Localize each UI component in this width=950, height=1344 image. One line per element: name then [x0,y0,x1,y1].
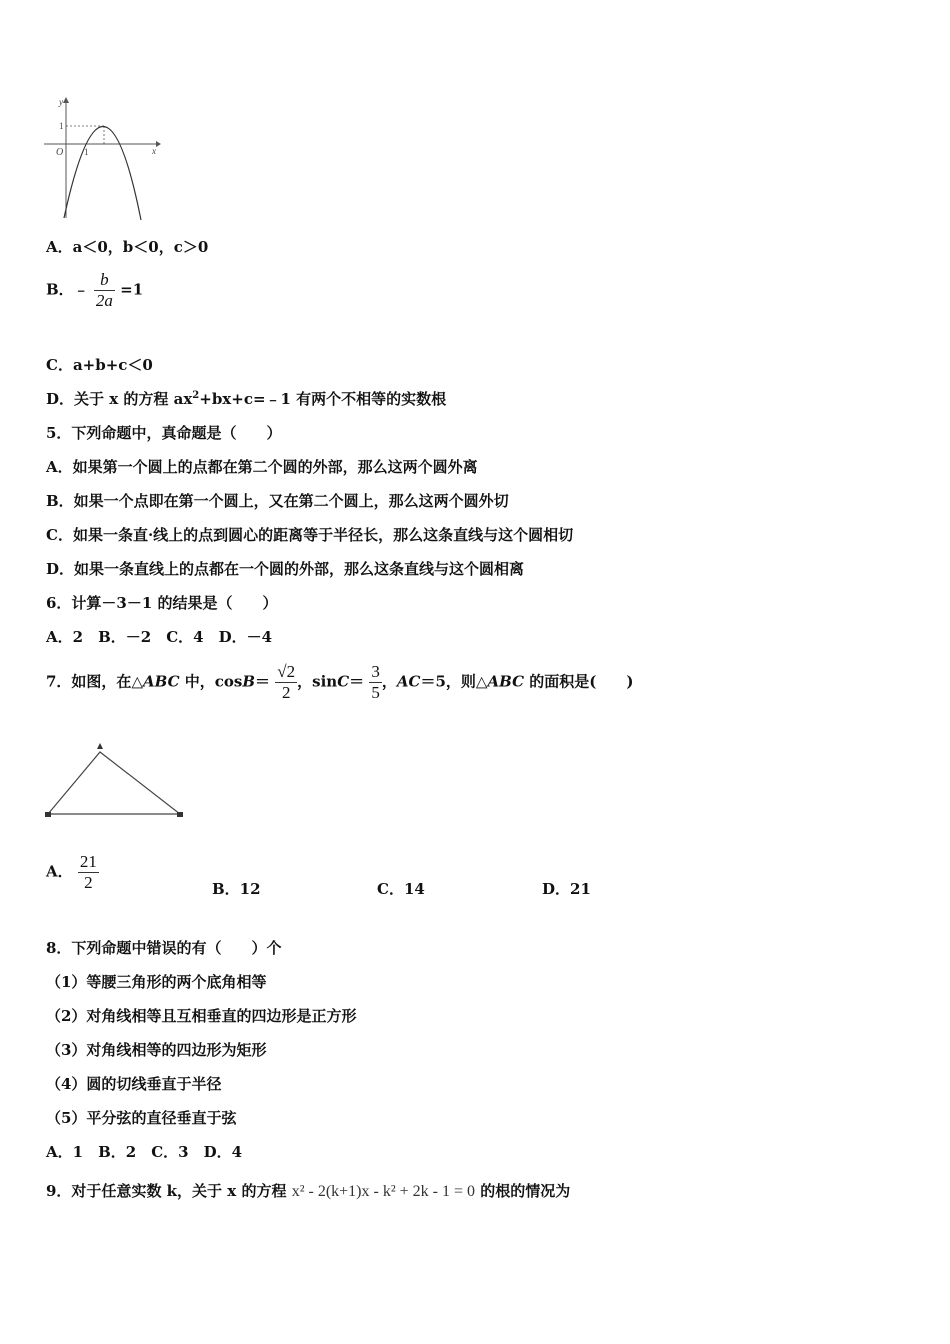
q4-option-c: C．a+b+c＜0 [46,356,153,374]
q5-stem: 5．下列命题中，真命题是（ ） [46,424,282,442]
x-axis-arrow [156,141,161,147]
y-axis-arrow [63,97,69,103]
cos-b-fraction [275,662,297,703]
q8-stem: 8．下列命题中错误的有（ ）个 [46,939,282,957]
q5-option-c: C．如果一条直·线上的点到圆心的距离等于半径长，那么这条直线与这个圆相切 [46,526,574,544]
parabola-curve [64,126,141,220]
frac-denominator: 2a [95,291,113,310]
q4-option-b-fraction [94,270,115,311]
q8-item-5: （5）平分弦的直径垂直于弦 [46,1109,237,1127]
q7-stem: 7．如图，在△ABC 中，cosB＝ $\frac{√2}{2}$ ，sinC＝ $\frac{3}{5}$ ，AC＝5，则△ABC 的面积是( ) [46,662,634,702]
vertex-marker-right [177,812,183,817]
q7-option-c: C．14 [377,880,425,898]
q4-option-d: D．关于 x 的方程 $ax^2+bx+c=﹣1$ 有两个不相等的实数根 [46,390,447,408]
sin-c-fraction [369,662,382,703]
triangle-abc [48,752,180,814]
frac-numerator: √2 [277,662,296,681]
q5-option-d: D．如果一条直线上的点都在一个圆的外部，那么这条直线与这个圆相离 [46,560,525,578]
q8-item-1: （1）等腰三角形的两个底角相等 [46,973,267,991]
q7-option-b: B．12 [212,880,261,898]
q4-option-b [46,270,143,311]
q5-option-b: B．如果一个点即在第一个圆上，又在第二个圆上，那么这两个圆外切 [46,492,509,510]
q7-option-a: A． $\frac{21}{2}$ [46,852,97,892]
parabola-graph [42,94,164,224]
one-y-label: 1 [59,121,64,131]
frac-numerator: b [100,270,109,289]
frac-denominator: 2 [84,873,93,892]
q8-item-3: （3）对角线相等的四边形为矩形 [46,1041,267,1059]
y-label: y [59,97,63,107]
q5-option-a: A．如果第一个圆上的点都在第二个圆的外部，那么这两个圆外离 [46,458,478,476]
triangle-figure [42,738,190,824]
x-label: x [152,146,156,156]
q4-option-a: A．a＜0，b＜0，c＞0 [46,238,209,256]
q7-option-a-fraction [78,852,99,893]
q9-equation: x² - 2(k+1)x - k² + 2k - 1 = 0 [291,1183,475,1200]
frac-denominator: 5 [371,683,380,702]
q6-options: A．2 B．－2 C．4 D．－4 [46,628,273,646]
q8-item-2: （2）对角线相等且互相垂直的四边形是正方形 [46,1007,357,1025]
q6-stem: 6．计算－3－1 的结果是（ ） [46,594,278,612]
frac-numerator: 21 [79,852,97,871]
q4-option-b-prefix: B．﹣ [46,280,89,299]
vertex-marker-left [45,812,51,817]
frac-numerator: 3 [371,662,380,681]
vertex-marker-top [97,743,103,749]
q8-item-4: （4）圆的切线垂直于半径 [46,1075,222,1093]
one-x-label: 1 [84,147,89,157]
q9-stem: 9．对于任意实数 k，关于 x 的方程 x² - 2(k+1)x - k² + 2k - 1 = 0 的根的情况为 [46,1182,571,1200]
origin-label: O [56,147,64,158]
q7-option-d: D．21 [542,880,591,898]
frac-denominator: 2 [281,683,291,702]
q4-option-b-suffix: =1 [120,280,144,299]
q8-options: A．1 B．2 C．3 D．4 [46,1143,243,1161]
